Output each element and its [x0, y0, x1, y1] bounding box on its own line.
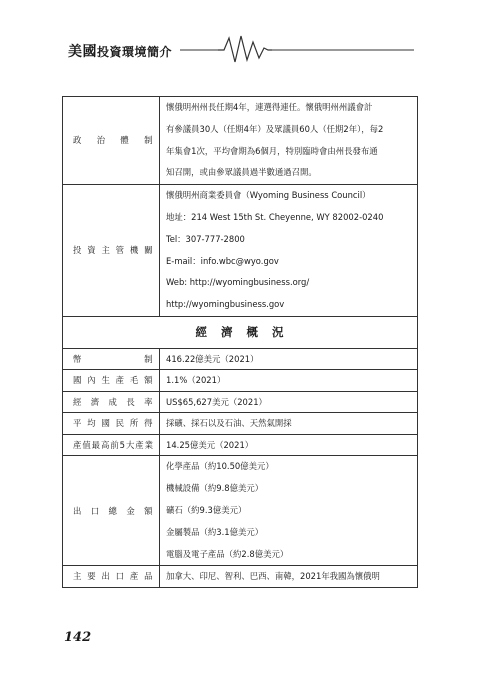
section-title-economy: 經 濟 概 況: [63, 316, 418, 348]
section-row: [63, 316, 418, 348]
politics-line: 有參議員30人（任期4年）及眾議員60人（任期2年），每2: [166, 123, 384, 134]
row-label-income: 平 均 國 民 所 得: [63, 413, 160, 435]
authority-name: 懷俄明州商業委員會（Wyoming Business Council）: [166, 190, 371, 201]
authority-phone: Tel：307-777-2800: [166, 233, 245, 244]
table-row: [63, 413, 418, 435]
authority-website-alt[interactable]: http://wyomingbusiness.gov: [166, 299, 285, 310]
row-value-main-exports: 加拿大、印尼、智利、巴西、南韓，2021年我國為懷俄明: [160, 566, 418, 588]
row-value-income: 採礦、採石以及石油、天然氣開採: [160, 413, 418, 435]
table-row: [63, 348, 418, 370]
export-item: 電腦及電子產品（約2.8億美元）: [166, 548, 289, 559]
export-item: 金屬製品（約3.1億美元）: [166, 526, 264, 537]
politics-line: 年集會1次，平均會期為6個月，特別臨時會由州長發布通: [166, 145, 378, 156]
info-table: [62, 96, 418, 588]
export-item: 礦石（約9.3億美元）: [166, 505, 247, 516]
row-label-exports: 出 口 總 金 額: [63, 456, 160, 566]
row-value-growth-rate: US$65,627美元（2021）: [160, 391, 418, 413]
page-number: 142: [64, 630, 92, 645]
row-label-growth-rate: 經 濟 成 長 率: [63, 391, 160, 413]
row-value-top-industries: 14.25億美元（2021）: [160, 434, 418, 456]
table-row: [63, 566, 418, 588]
header-title-sub: 投資環境簡介: [97, 45, 173, 59]
table-row: [63, 185, 418, 317]
row-label-gdp: 國 內 生 產 毛 額: [63, 370, 160, 392]
politics-line: 懷俄明州州長任期4年，連選得連任。懷俄明州州議會計: [166, 102, 373, 112]
politics-value: [160, 97, 418, 185]
row-label-investment-authority: 投 資 主 管 機 關: [63, 185, 160, 317]
authority-email[interactable]: E-mail：info.wbc@wyo.gov: [166, 255, 279, 266]
table-row: [63, 434, 418, 456]
table-row: [63, 370, 418, 392]
export-item: 機械設備（約9.8億美元）: [166, 483, 264, 494]
table-row: [63, 391, 418, 413]
row-label-currency: 幣 制: [63, 348, 160, 370]
row-label-politics: 政 治 體 制: [63, 97, 160, 185]
table-row: [63, 97, 418, 185]
header-title-main: 美國: [68, 44, 97, 60]
row-value-gdp: 1.1%（2021）: [160, 370, 418, 392]
authority-website[interactable]: Web: http://wyomingbusiness.org/: [166, 277, 310, 288]
row-value-currency: 416.22億美元（2021）: [160, 348, 418, 370]
export-item: 化學產品（約10.50億美元）: [166, 461, 274, 472]
exports-value: [160, 456, 418, 566]
header-title: [68, 41, 172, 61]
authority-address: 地址：214 West 15th St. Cheyenne, WY 82002-0240: [166, 211, 384, 222]
page-header: [0, 0, 480, 70]
table-row: [63, 456, 418, 566]
politics-line: 知召開，或由參眾議員過半數通過召開。: [166, 167, 317, 178]
row-label-main-exports: 主 要 出 口 產 品: [63, 566, 160, 588]
investment-authority-value: [160, 185, 418, 317]
row-label-top-industries: 產值最高前5大產業: [63, 434, 160, 456]
